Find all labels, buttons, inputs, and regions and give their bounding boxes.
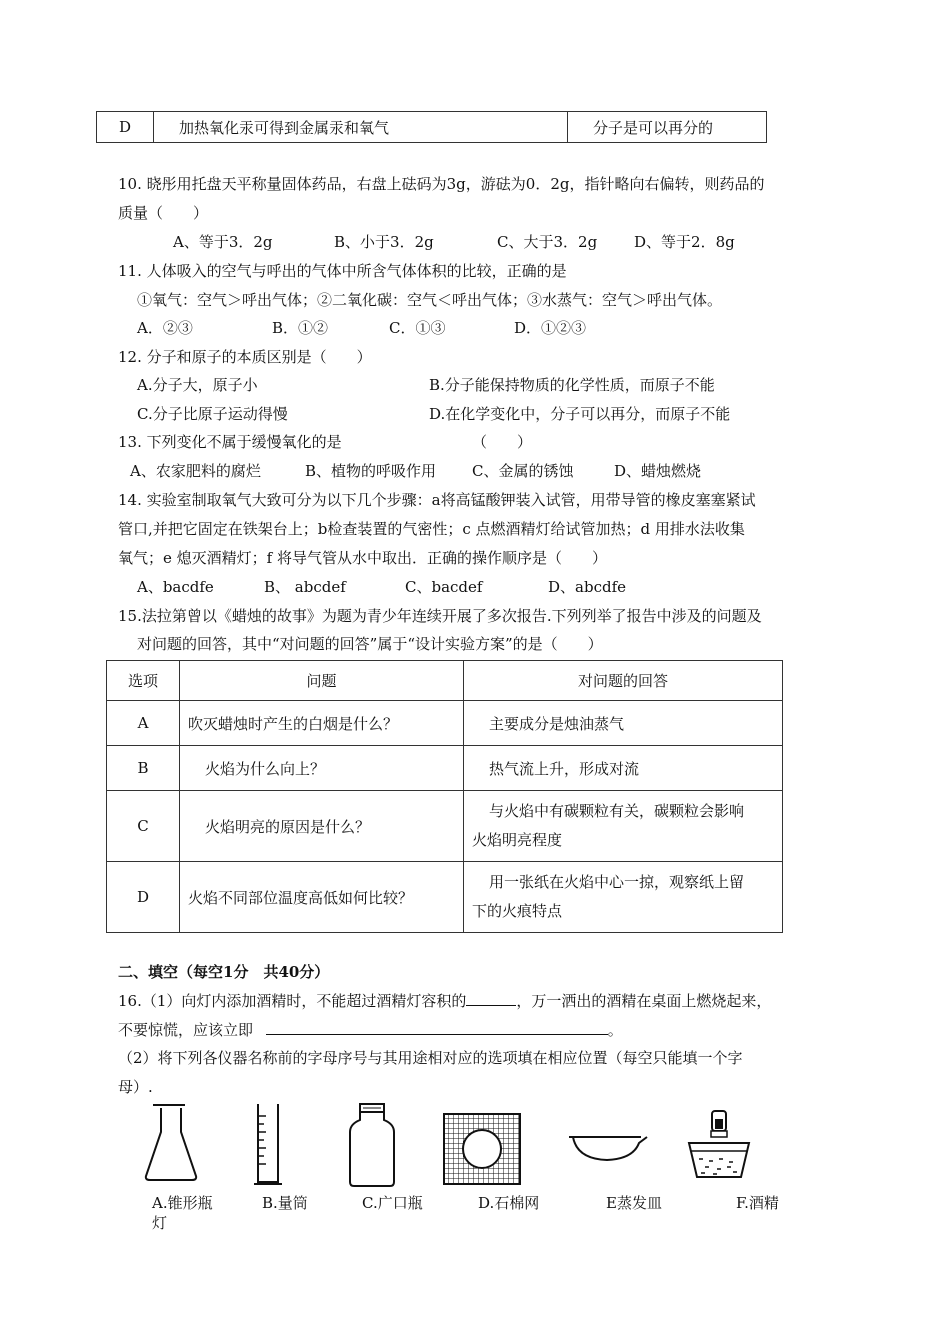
q14-line2: 管口,并把它固定在铁架台上；b检查装置的气密性；c 点燃酒精灯给试管加热；d 用排水法收集 <box>118 520 745 538</box>
q12-option-d: D.在化学变化中，分子可以再分，而原子不能 <box>429 405 731 423</box>
table-row <box>107 701 783 746</box>
table-row <box>107 862 783 933</box>
table-row <box>107 746 783 791</box>
q16-line3: （2）将下列各仪器名称前的字母序号与其用途相对应的选项填在相应位置（每空只能填一个字 <box>118 1049 743 1067</box>
q10-line1: 10. 晓彤用托盘天平称量固体药品，右盘上砝码为3g，游砝为0．2g，指针略向右偏转，则药品的 <box>118 175 765 193</box>
wide-mouth-bottle-icon <box>346 1102 406 1192</box>
q15-line1: 15.法拉第曾以《蜡烛的故事》为题为青少年连续开展了多次报告.下列列举了报告中涉及的问题及 <box>118 607 762 625</box>
q16-line2a: 不要惊慌，应该立即 <box>118 1021 254 1039</box>
q12-option-b: B.分子能保持物质的化学性质，而原子不能 <box>429 376 715 394</box>
q16-line1b: ，万一洒出的酒精在桌面上燃烧起来， <box>516 992 772 1010</box>
q15-row-b-question: 火焰为什么向上？ <box>180 746 464 791</box>
label-e: E蒸发皿 <box>606 1194 662 1212</box>
q14-option-d: D、abcdfe <box>548 578 627 596</box>
q11-option-d: D．①②③ <box>514 319 587 337</box>
label-b: B.量筒 <box>262 1194 308 1212</box>
label-c: C.广口瓶 <box>362 1194 423 1212</box>
evaporating-dish-icon <box>567 1133 657 1173</box>
q14-line1: 14. 实验室制取氧气大致可分为以下几个步骤：a将高锰酸钾装入试管，用带导管的橡皮塞塞紧试 <box>118 491 756 509</box>
q15-header-option: 选项 <box>107 661 180 701</box>
q15-table <box>106 660 783 933</box>
alcohol-lamp-icon <box>687 1107 757 1187</box>
q13-option-b: B、植物的呼吸作用 <box>305 462 437 480</box>
q11-option-c: C．①③ <box>389 319 446 337</box>
q14-line3: 氧气；e 熄灭酒精灯；f 将导气管从水中取出．正确的操作顺序是（ ） <box>118 549 607 567</box>
graduated-cylinder-icon <box>252 1102 292 1188</box>
q15-row-a-answer: 主要成分是烛油蒸气 <box>489 714 625 733</box>
q16-blank2 <box>266 1034 608 1035</box>
asbestos-gauze-icon <box>443 1113 523 1191</box>
q15-row-d-answer-line1: 用一张纸在火焰中心一掠，观察纸上留 <box>489 873 745 891</box>
q16-line2b: 。 <box>607 1021 623 1039</box>
label-d: D.石棉网 <box>478 1194 540 1212</box>
q15-row-a-question: 吹灭蜡烛时产生的白烟是什么？ <box>180 701 464 746</box>
q15-row-c-question: 火焰明亮的原因是什么？ <box>180 791 464 862</box>
top-table <box>96 111 767 143</box>
q13-option-a: A、农家肥料的腐烂 <box>130 462 261 480</box>
q15-row-d-option: D <box>107 862 180 933</box>
q16-line4: 母）. <box>118 1078 153 1096</box>
q11-option-b: B．①② <box>272 319 329 337</box>
label-a: A.锥形瓶 <box>152 1194 213 1212</box>
q16-line1a: 16.（1）向灯内添加酒精时，不能超过酒精灯容积的 <box>118 992 467 1010</box>
q15-row-a-option: A <box>107 701 180 746</box>
q15-header-answer: 对问题的回答 <box>464 661 783 701</box>
q11-line1: 11. 人体吸入的空气与呼出的气体中所含气体体积的比较，正确的是 <box>118 262 567 280</box>
q11-line2: ①氧气：空气＞呼出气体；②二氧化碳：空气＜呼出气体；③水蒸气：空气＞呼出气体。 <box>137 291 723 309</box>
label-f: F.酒精 <box>736 1194 779 1212</box>
q14-option-b: B、 abcdef <box>264 578 346 596</box>
label-a-wrap: 灯 <box>152 1214 168 1232</box>
q11-option-a: A．②③ <box>137 319 193 337</box>
q12-option-c: C.分子比原子运动得慢 <box>137 405 288 423</box>
q14-option-a: A、bacdfe <box>137 578 214 596</box>
top-table-col1: D <box>97 112 154 143</box>
q13-line1: 13. 下列变化不属于缓慢氧化的是 <box>118 433 342 451</box>
q10-option-b: B、小于3．2g <box>334 233 434 251</box>
q16-line1 <box>118 991 771 1011</box>
q16-blank1 <box>466 1005 516 1006</box>
q15-line2: 对问题的回答，其中“对问题的回答”属于“设计实验方案”的是（ ） <box>137 635 603 653</box>
q15-row-c-answer-line1: 与火焰中有碳颗粒有关，碳颗粒会影响 <box>489 802 745 820</box>
q10-option-c: C、大于3．2g <box>497 233 598 251</box>
top-table-col2: 加热氧化汞可得到金属汞和氧气 <box>154 112 568 143</box>
q13-option-d: D、蜡烛燃烧 <box>614 462 702 480</box>
q15-header-question: 问题 <box>180 661 464 701</box>
q15-row-c-answer-line2: 火焰明亮程度 <box>472 831 563 849</box>
q13-option-c: C、金属的锈蚀 <box>472 462 574 480</box>
q15-row-b-answer: 热气流上升，形成对流 <box>489 759 640 778</box>
q10-option-d: D、等于2．8g <box>634 233 735 251</box>
q14-option-c: C、bacdef <box>405 578 483 596</box>
q10-line2: 质量（ ） <box>118 204 209 222</box>
q15-row-d-question: 火焰不同部位温度高低如何比较？ <box>180 862 464 933</box>
q12-option-a: A.分子大，原子小 <box>137 376 258 394</box>
q15-row-b-option: B <box>107 746 180 791</box>
table-row <box>107 791 783 862</box>
q13-paren: （ ） <box>472 433 533 451</box>
q15-row-c-option: C <box>107 791 180 862</box>
q10-option-a: A、等于3．2g <box>173 233 273 251</box>
erlenmeyer-flask-icon <box>143 1104 213 1184</box>
q12-line1: 12. 分子和原子的本质区别是（ ） <box>118 348 372 366</box>
section2-title: 二、填空（每空1分 共40分） <box>118 963 330 981</box>
top-table-col3: 分子是可以再分的 <box>568 112 767 143</box>
q15-row-d-answer-line2: 下的火痕特点 <box>472 902 563 920</box>
q16-line2 <box>118 1020 623 1040</box>
